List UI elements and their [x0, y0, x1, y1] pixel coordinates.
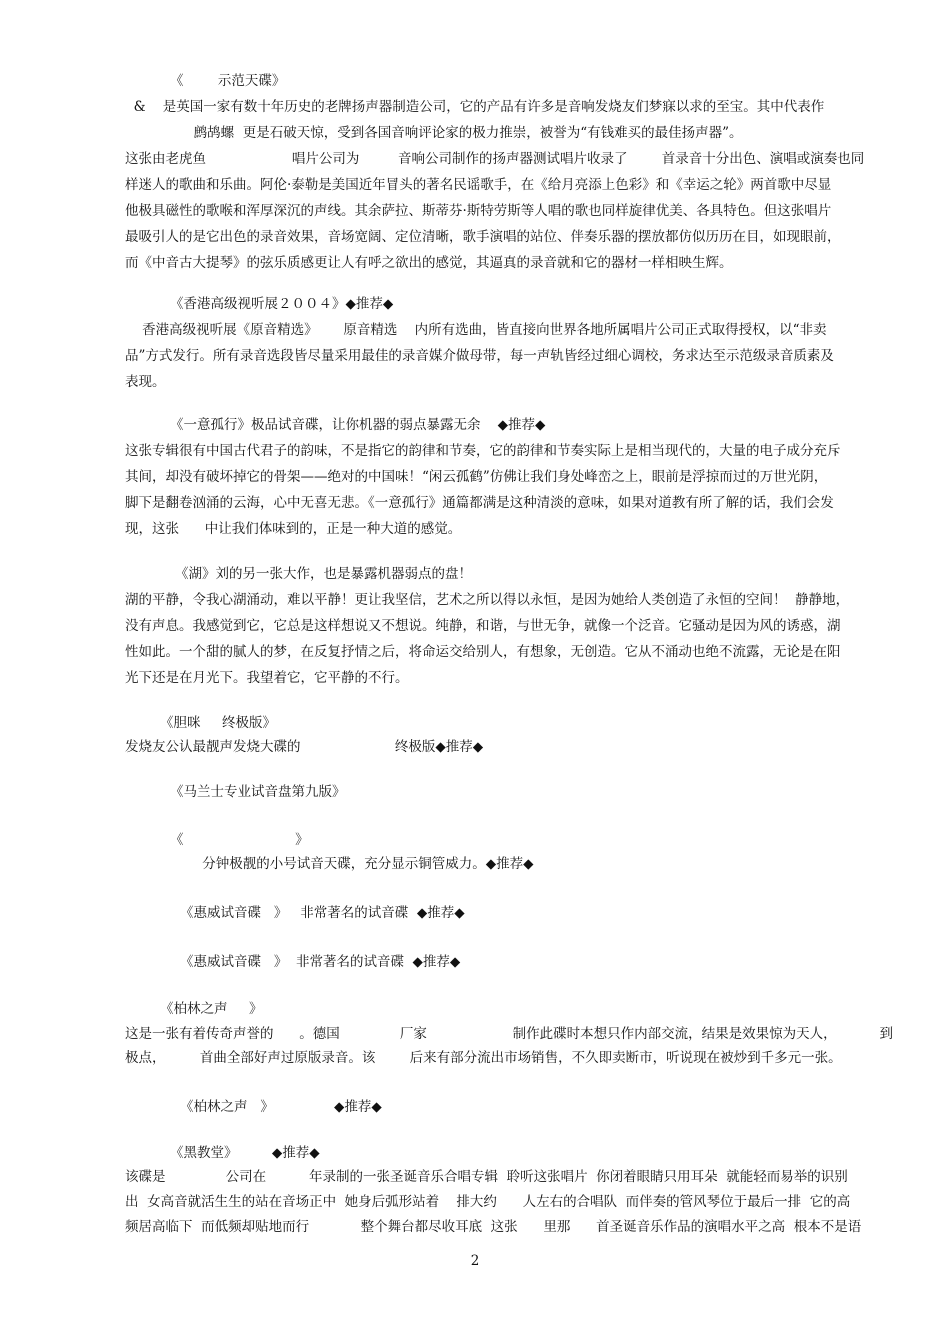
paragraph-line: 这张专辑很有中国古代君子的韵味，不是指它的韵律和节奏，它的韵律和节奏实际上是相当现代的，大量的电子成分充斥 [125, 443, 841, 459]
paragraph-line: 发烧友公认最靓声发烧大碟的 终极版◆推荐◆ [125, 739, 484, 755]
paragraph-line: & 是英国一家有数十年历史的老牌扬声器制造公司，它的产品有许多是音响发烧友们梦寐以求的至宝。其中代表作 [125, 99, 825, 115]
section-heading: 《胆咪 终极版》 [160, 715, 276, 731]
paragraph-line: 湖的平静，令我心湖涌动，难以平静！更让我坚信，艺术之所以得以永恒，是因为她给人类创造了永恒的空间！ 静静地， [125, 592, 850, 608]
paragraph-line: 样迷人的歌曲和乐曲。阿伦·泰勒是美国近年冒头的著名民谣歌手，在《给月亮添上色彩》和《幸运之轮》两首歌中尽显 [125, 177, 832, 193]
paragraph-line: 该碟是 公司在 年录制的一张圣诞音乐合唱专辑 聆听这张唱片 你闭着眼睛只用耳朵 就能轻而易举的识别 [125, 1169, 848, 1185]
paragraph-line: 这是一张有着传奇声誉的 。德国 厂家 制作此碟时本想只作内部交流，结果是效果惊为天人， 到 [125, 1026, 894, 1042]
paragraph-line: 表现。 [125, 374, 166, 390]
section-heading: 《惠威试音碟 》 非常著名的试音碟 ◆推荐◆ [180, 954, 461, 970]
paragraph-line: 香港高级视听展《原音精选》 原音精选 内所有选曲，皆直接向世界各地所属唱片公司正式取得授权，以“非卖 [125, 322, 827, 338]
section-heading: 《马兰士专业试音盘第九版》 [170, 784, 346, 800]
section-heading: 《柏林之声 》 ◆推荐◆ [180, 1099, 382, 1115]
paragraph-line: 最吸引人的是它出色的录音效果，音场宽阔、定位清晰，歌手演唱的站位、伴奏乐器的摆放都仿似历历在目，如现眼前， [125, 229, 841, 245]
paragraph-line: 频居高临下 而低频却贴地而行 整个舞台都尽收耳底 这张 里那 首圣诞音乐作品的演唱水平之高 根本不是语 [125, 1219, 862, 1235]
section-heading: 《柏林之声 》 [160, 1001, 263, 1017]
paragraph-line: 出 女高音就活生生的站在音场正中 她身后弧形站着 排大约 人左右的合唱队 而伴奏的管风琴位于最后一排 它的高 [125, 1194, 851, 1210]
paragraph-line: 现，这张 中让我们体味到的，正是一种大道的感觉。 [125, 521, 462, 537]
paragraph-line: 他极具磁性的歌喉和浑厚深沉的声线。其余萨拉、斯蒂芬·斯特劳斯等人唱的歌也同样旋律优美、各具特色。但这张唱片 [125, 203, 832, 219]
page-number: 2 [470, 1253, 480, 1269]
paragraph-line: 这张由老虎鱼 唱片公司为 音响公司制作的扬声器测试唱片收录了 首录音十分出色、演唱或演奏也同 [125, 151, 865, 167]
section-heading: 《香港高级视听展２００４》◆推荐◆ [170, 296, 394, 312]
paragraph-line: 极点， 首曲全部好声过原版录音。该 后来有部分流出市场销售，不久即卖断市，听说现在被炒到千多元一张。 [125, 1050, 842, 1066]
section-heading: 《 示范天碟》 [170, 73, 286, 89]
paragraph-line: 鹧鸪螺 更是石破天惊，受到各国音响评论家的极力推崇，被誉为“有钱难买的最佳扬声器”。 [125, 125, 743, 141]
paragraph-line: 没有声息。我感觉到它，它总是这样想说又不想说。纯静，和谐，与世无争，就像一个泛音。它骚动是因为风的诱惑，湖 [125, 618, 841, 634]
section-heading: 《一意孤行》极品试音碟，让你机器的弱点暴露无余 ◆推荐◆ [170, 417, 546, 433]
paragraph-line: 品”方式发行。所有录音选段皆尽量采用最佳的录音媒介做母带，每一声轨皆经过细心调校，务求达至示范级录音质素及 [125, 348, 834, 364]
section-heading: 《惠威试音碟 》 非常著名的试音碟 ◆推荐◆ [180, 905, 465, 921]
section-heading: 《黑教堂》 ◆推荐◆ [170, 1145, 320, 1161]
paragraph-line: 分钟极靓的小号试音天碟，充分显示铜管威力。◆推荐◆ [125, 856, 534, 872]
paragraph-line: 而《中音古大提琴》的弦乐质感更让人有呼之欲出的感觉，其逼真的录音就和它的器材一样相映生辉。 [125, 255, 733, 271]
section-heading: 《 》 [170, 832, 309, 848]
section-heading: 《湖》刘的另一张大作，也是暴露机器弱点的盘！ [175, 566, 472, 582]
paragraph-line: 光下还是在月光下。我望着它，它平静的不行。 [125, 670, 409, 686]
paragraph-line: 性如此。一个甜的腻人的梦，在反复抒情之后，将命运交给别人，有想象，无创造。它从不涌动也绝不流露，无论是在阳 [125, 644, 841, 660]
paragraph-line: 脚下是翻卷汹涌的云海，心中无喜无悲。《一意孤行》通篇都满是这种清淡的意味，如果对道教有所了解的话，我们会发 [125, 495, 834, 511]
paragraph-line: 其间，却没有破坏掉它的骨架——绝对的中国味！“闲云孤鹤”仿佛让我们身处峰峦之上，眼前是浮掠而过的万世光阴， [125, 469, 828, 485]
